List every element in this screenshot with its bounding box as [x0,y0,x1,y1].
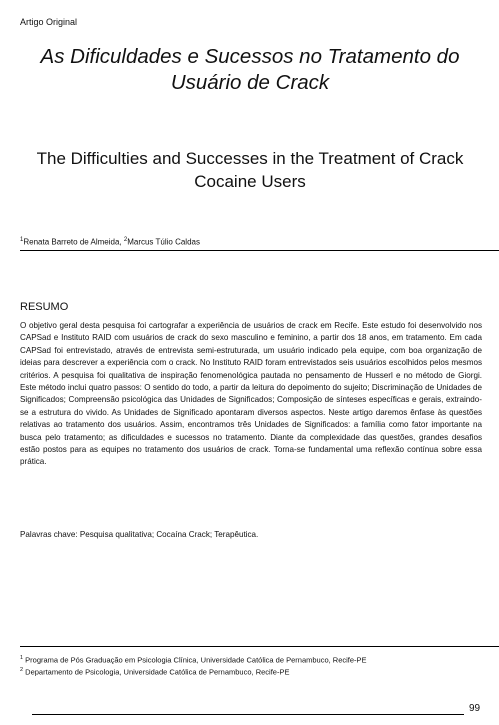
footnote-text: Departamento de Psicologia, Universidade Católica de Pernambuco, Recife-PE [23,667,290,677]
footnote-1 [20,653,367,666]
title-english [20,147,480,193]
footnote-divider [20,646,499,647]
title-portuguese-line-2: Usuário de Crack [170,71,330,94]
author-list [20,237,200,247]
authors-divider [20,250,499,251]
abstract-text: O objetivo geral desta pesquisa foi cartografar a experiência de usuários de crack em Recife. Este estudo foi desenvolvido nos CAPSad e Instituto RAID com usuários de crack do sexo masculino e feminino, a partir dos 18 anos, em tratamento. Em cada CAPSad foi entrevistado, através de entrevista semi-estruturada, um usuário indicado pela equipe, com boa organização de ideias para descrever a experiência com o crack. No Instituto RAID foram entrevistados seis usuários escolhidos pelos mesmos critérios. A pesquisa foi qualitativa de inspiração fenomenológica pautada no pensamento de Husserl e no método de Giorgi. Este método inclui quatro passos: O sentido do todo, a partir da leitura do depoimento do sujeito; Discriminação de Unidades de Significados; Compreensão psicológica das Unidades de Significados; Composição de sínteses específicas e gerais, extraindo-se a estrutura do vivido. As Unidades de Significado apontaram diversos aspectos. Neste artigo daremos ênfase às questões relativas ao tratamento dos usuários. Assim, encontramos três Unidades de Significados: a família como fator importante na busca pelo tratamento; as dificuldades e sucessos no tratamento. Diante da complexidade das questões, grandes desafios estão postos para as equipes no tratamento dos usuários de crack. Torna-se fundamental uma reflexão contínua sobre essa prática. [20,321,482,467]
keywords-label: Palavras chave: [20,530,78,539]
author-affiliation-mark: 2 [123,237,128,243]
title-english-line-2: Cocaine Users [194,172,306,191]
section-label: Artigo Original [20,17,78,27]
footnote-2 [20,665,289,678]
footnote-text: Programa de Pós Graduação em Psicologia Clínica, Universidade Católica de Pernambuco, Recife-PE [23,655,367,665]
author-name: Renata Barreto de Almeida, [23,237,124,247]
keywords-text: Pesquisa qualitativa; Cocaína Crack; Terapêutica. [77,530,259,539]
keywords [20,530,258,539]
page-bottom-rule [32,714,464,715]
footnote-mark: 2 [20,667,24,673]
footnote-mark: 1 [20,655,24,661]
author-affiliation-mark: 1 [20,237,24,243]
author-name: Marcus Túlio Caldas [127,237,200,247]
title-english-line-1: The Difficulties and Successes in the Treatment of Crack [36,149,464,168]
abstract-heading: RESUMO [20,301,69,313]
page-number: 99 [469,703,481,714]
title-portuguese [20,44,480,96]
title-portuguese-line-1: As Dificuldades e Sucessos no Tratamento do [40,45,460,68]
